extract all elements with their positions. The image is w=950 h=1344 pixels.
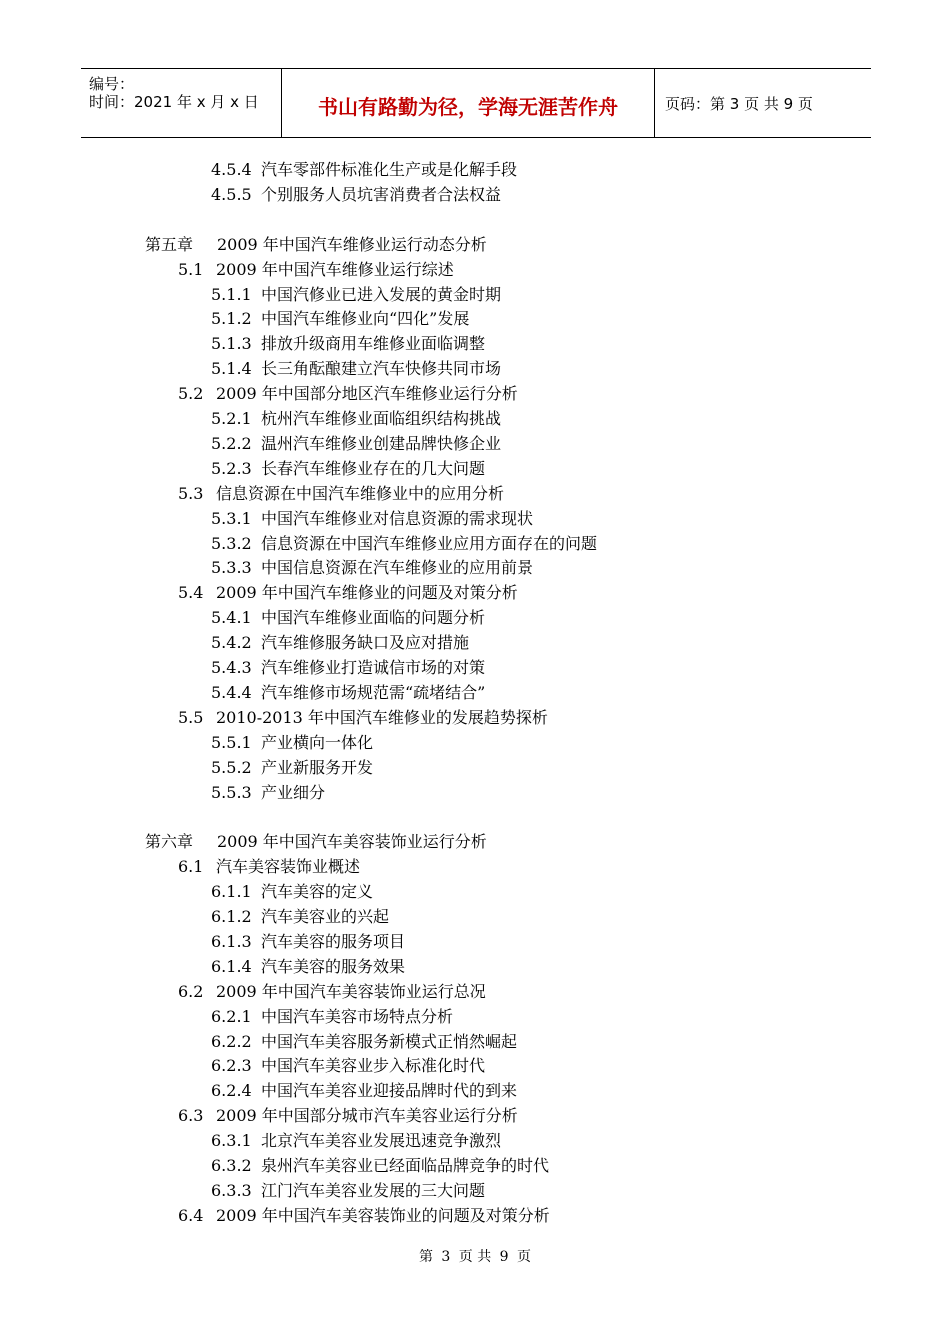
toc-entry-number: 6.1 <box>178 857 204 877</box>
toc-entry-number: 6.2.2 <box>211 1031 252 1051</box>
toc-entry <box>178 706 548 730</box>
toc-entry-number: 6.3.3 <box>211 1180 252 1200</box>
toc-entry <box>178 1104 518 1128</box>
toc-entry-number: 5.3.2 <box>211 533 252 553</box>
toc-entry-number: 6.3 <box>178 1106 204 1126</box>
toc-entry-title: 温州汽车维修业创建品牌快修企业 <box>261 433 502 453</box>
toc-entry <box>211 1030 517 1054</box>
header-page-number: 页码：第 3 页 共 9 页 <box>665 95 813 113</box>
toc-entry-title: 汽车美容业的兴起 <box>261 907 390 926</box>
toc-entry-title: 中国汽修业已进入发展的黄金时期 <box>261 284 502 304</box>
toc-entry-title: 2009 年中国汽车维修业运行动态分析 <box>217 234 487 254</box>
page-footer <box>0 1246 950 1266</box>
toc-entry-title: 汽车零部件标准化生产或是化解手段 <box>261 160 518 179</box>
toc-entry <box>178 980 486 1004</box>
toc-entry-number: 第五章 <box>145 234 194 254</box>
toc-entry-number: 5.1.4 <box>211 359 252 379</box>
toc-entry-title: 中国信息资源在汽车维修业的应用前景 <box>261 558 534 578</box>
toc-entry-number: 6.2.1 <box>211 1006 252 1026</box>
toc-entry <box>211 606 485 630</box>
toc-entry-title: 长三角酝酿建立汽车快修共同市场 <box>261 359 502 379</box>
toc-entry-title: 中国汽车美容服务新模式正悄然崛起 <box>261 1031 518 1051</box>
toc-entry-title: 2009 年中国汽车美容装饰业运行总况 <box>216 981 486 1001</box>
toc-entry-number: 5.1.2 <box>211 309 252 329</box>
toc-entry <box>211 955 405 979</box>
toc-entry-title: 汽车美容装饰业概述 <box>216 857 361 877</box>
toc-entry <box>211 332 485 356</box>
header-motto: 书山有路勤为径，学海无涯苦作舟 <box>318 95 618 119</box>
toc-entry-title: 中国汽车维修业面临的问题分析 <box>261 608 486 628</box>
toc-entry-number: 4.5.5 <box>211 184 252 204</box>
toc-entry-title: 2009 年中国汽车维修业运行综述 <box>216 259 454 279</box>
toc-entry-title: 2009 年中国部分城市汽车美容业运行分析 <box>216 1106 518 1126</box>
toc-entry-title: 汽车维修业打造诚信市场的对策 <box>261 658 486 677</box>
footer-suffix: 页 <box>517 1249 532 1265</box>
toc-entry-title: 产业新服务开发 <box>261 757 374 777</box>
toc-entry <box>211 457 485 481</box>
toc-entry <box>211 307 469 331</box>
toc-entry-number: 5.1 <box>178 259 204 279</box>
toc-entry-number: 6.2.3 <box>211 1056 252 1076</box>
toc-entry-title: 中国汽车美容业步入标准化时代 <box>261 1056 486 1076</box>
toc-entry <box>211 756 373 780</box>
toc-entry-title: 个别服务人员坑害消费者合法权益 <box>261 184 502 204</box>
toc-entry-title: 2009 年中国部分地区汽车维修业运行分析 <box>216 384 518 404</box>
toc-entry-title: 2010-2013 年中国汽车维修业的发展趋势探析 <box>216 707 548 727</box>
toc-entry-title: 中国汽车维修业对信息资源的需求现状 <box>261 508 534 528</box>
toc-entry-title: 2009 年中国汽车美容装饰业的问题及对策分析 <box>216 1205 550 1225</box>
toc-entry-number: 6.1.1 <box>211 882 252 902</box>
toc-entry-number: 5.5.1 <box>211 732 252 752</box>
toc-entry-number: 5.2.1 <box>211 409 252 428</box>
toc-entry <box>211 880 373 904</box>
toc-entry-number: 5.1.3 <box>211 334 252 354</box>
toc-entry <box>211 631 469 655</box>
toc-entry <box>211 905 389 929</box>
toc-entry <box>178 258 454 282</box>
toc-entry <box>211 507 533 531</box>
toc-entry-number: 6.4 <box>178 1205 204 1225</box>
toc-entry <box>211 681 485 705</box>
toc-entry-title: 泉州汽车美容业已经面临品牌竞争的时代 <box>261 1156 550 1175</box>
toc-entry-title: 2009 年中国汽车维修业的问题及对策分析 <box>216 583 518 603</box>
toc-entry <box>211 158 517 182</box>
toc-entry <box>145 233 487 257</box>
toc-entry <box>211 357 501 381</box>
toc-entry-number: 5.1.1 <box>211 284 252 304</box>
toc-entry-number: 6.1.4 <box>211 956 252 976</box>
toc-entry-title: 信息资源在中国汽车维修业中的应用分析 <box>216 483 505 503</box>
toc-entry <box>178 1204 550 1228</box>
toc-entry-number: 5.2.2 <box>211 433 252 453</box>
toc-entry-number: 5.4.3 <box>211 658 252 677</box>
toc-entry-title: 汽车维修服务缺口及应对措施 <box>261 633 470 653</box>
toc-entry-title: 长春汽车维修业存在的几大问题 <box>261 458 486 478</box>
toc-entry-number: 6.1.2 <box>211 907 252 926</box>
toc-entry <box>211 556 533 580</box>
toc-entry-number: 4.5.4 <box>211 160 252 179</box>
toc-entry <box>211 731 373 755</box>
toc-entry <box>145 830 487 854</box>
toc-entry <box>211 1054 485 1078</box>
document-code-label: 编号： <box>89 75 135 93</box>
toc-entry-title: 排放升级商用车维修业面临调整 <box>261 334 486 354</box>
header-info-cell <box>81 69 282 137</box>
toc-entry-title: 杭州汽车维修业面临组织结构挑战 <box>261 409 502 428</box>
toc-entry-title: 产业横向一体化 <box>261 732 374 752</box>
toc-entry <box>211 930 405 954</box>
toc-entry-title: 江门汽车美容业发展的三大问题 <box>261 1180 486 1200</box>
footer-prefix: 第 <box>418 1249 433 1265</box>
toc-entry-title: 产业细分 <box>261 782 326 802</box>
toc-entry-number: 5.4.1 <box>211 608 252 628</box>
header-page-cell <box>655 69 871 137</box>
toc-entry-number: 第六章 <box>145 832 194 852</box>
toc-entry-number: 5.4.2 <box>211 633 252 653</box>
toc-entry-title: 汽车美容的定义 <box>261 882 374 902</box>
toc-entry-number: 5.2.3 <box>211 458 252 478</box>
footer-mid: 页 共 <box>458 1249 492 1265</box>
toc-entry <box>178 581 518 605</box>
toc-entry-number: 5.3 <box>178 483 204 503</box>
header-motto-cell <box>282 69 655 137</box>
page-header <box>81 68 871 138</box>
toc-entry-title: 中国汽车美容业迎接品牌时代的到来 <box>261 1081 518 1101</box>
toc-entry <box>211 1005 453 1029</box>
document-date-label: 时间：2021 年 x 月 x 日 <box>89 93 259 111</box>
toc-entry <box>211 183 501 207</box>
toc-entry-title: 中国汽车美容市场特点分析 <box>261 1006 454 1026</box>
toc-entry-number: 5.3.3 <box>211 558 252 578</box>
toc-entry <box>211 432 501 456</box>
toc-entry-number: 6.2.4 <box>211 1081 252 1101</box>
toc-entry <box>211 781 325 805</box>
toc-entry <box>211 656 485 680</box>
toc-entry <box>211 283 501 307</box>
toc-entry-title: 中国汽车维修业向“四化”发展 <box>261 309 470 329</box>
toc-entry-number: 5.4.4 <box>211 682 252 702</box>
toc-entry <box>211 532 597 556</box>
toc-entry <box>178 382 518 406</box>
toc-entry-number: 5.5.2 <box>211 757 252 777</box>
footer-page-number: 3 <box>441 1249 451 1265</box>
toc-entry-number: 5.3.1 <box>211 508 252 528</box>
toc-entry-number: 6.3.1 <box>211 1131 252 1151</box>
toc-entry <box>178 855 360 879</box>
toc-entry <box>211 1129 501 1153</box>
toc-entry <box>211 1079 517 1103</box>
toc-entry <box>211 407 501 431</box>
toc-entry-title: 汽车维修市场规范需“疏堵结合” <box>261 682 486 702</box>
toc-entry-title: 2009 年中国汽车美容装饰业运行分析 <box>217 832 487 852</box>
toc-entry-number: 6.1.3 <box>211 931 252 951</box>
footer-total-pages: 9 <box>499 1249 509 1265</box>
toc-entry-number: 6.2 <box>178 981 204 1001</box>
toc-entry-number: 5.5.3 <box>211 782 252 802</box>
toc-entry-number: 6.3.2 <box>211 1156 252 1175</box>
toc-entry-title: 汽车美容的服务效果 <box>261 956 406 976</box>
toc-entry-title: 信息资源在中国汽车维修业应用方面存在的问题 <box>261 533 598 553</box>
toc-entry-title: 汽车美容的服务项目 <box>261 931 406 951</box>
toc-entry <box>178 482 504 506</box>
toc-entry-number: 5.4 <box>178 583 204 603</box>
toc-entry-number: 5.5 <box>178 707 204 727</box>
toc-entry <box>211 1154 549 1178</box>
toc-entry-title: 北京汽车美容业发展迅速竞争激烈 <box>261 1131 502 1151</box>
toc-entry-number: 5.2 <box>178 384 204 404</box>
toc-entry <box>211 1179 485 1203</box>
